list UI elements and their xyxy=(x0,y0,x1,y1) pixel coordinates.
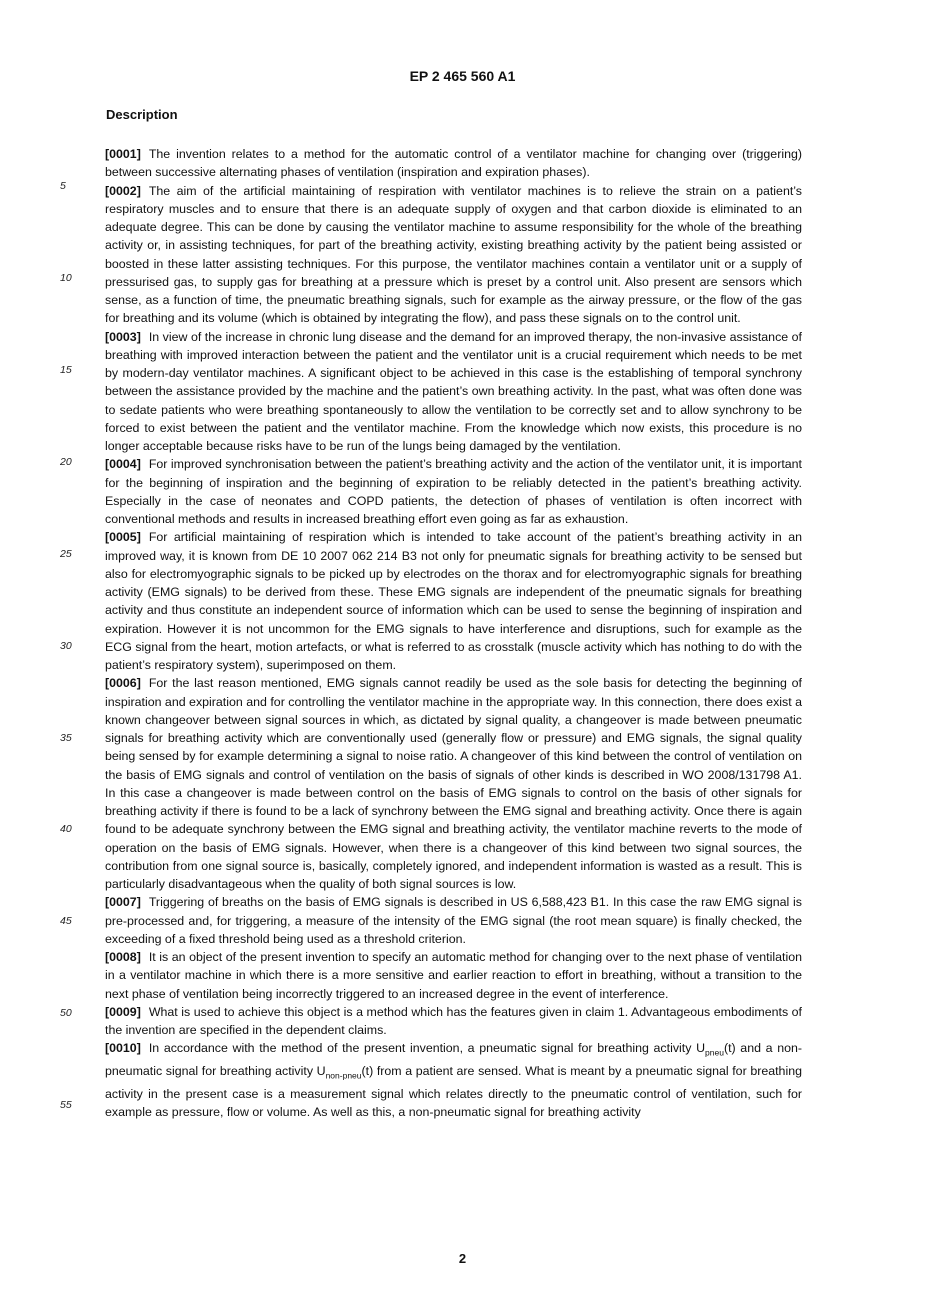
line-number: 50 xyxy=(60,1007,72,1019)
subscript-non-pneu: non-pneu xyxy=(325,1070,362,1081)
line-number: 35 xyxy=(60,732,72,744)
paragraph-text: In view of the increase in chronic lung disease and the demand for an improved therapy, the non-invasive assistance of breathing with improved interaction between the patient and the ventilator unit is a crucial requirement which needs to be met by modern-day ventilator machines. A significant object to be achieved in this case is the establishing of temporal synchrony between the assistance provided by the machine and the patient’s own breathing activity. In the past, what was often done was to sedate patients who were breathing spontaneously to allow the ventilation to be correctly set and to allow synchrony to be forced to exist between the patient and the ventilator machine. From the knowledge which now exists, this procedure is no longer acceptable because risks have to be run of the lungs being damaged by the ventilation. xyxy=(105,329,802,453)
paragraph-0003 xyxy=(105,328,802,456)
paragraph-text: In accordance with the method of the present invention, a pneumatic signal for breathing activity U xyxy=(148,1041,706,1056)
document-number: EP 2 465 560 A1 xyxy=(409,68,516,84)
paragraph-0002 xyxy=(105,182,802,328)
paragraph-number: [0010] xyxy=(105,1041,141,1056)
paragraph-text: For improved synchronisation between the patient’s breathing activity and the action of the ventilator unit, it is important for the beginning of inspiration and the beginning of expiration to be reliably detected in the patient’s breathing activity. Especially in the case of neonates and COPD patients, the detection of phases of ventilation is often incorrect with conventional methods and results in increased breathing effort even going as far as exhaustion. xyxy=(105,457,802,526)
paragraph-number: [0005] xyxy=(105,530,141,545)
paragraph-text: What is used to achieve this object is a method which has the features given in claim 1. Advantageous embodiments of the invention are specified in the dependent claims. xyxy=(105,1004,802,1037)
page-number: 2 xyxy=(458,1251,467,1266)
line-number: 20 xyxy=(60,456,72,468)
line-number: 15 xyxy=(60,364,72,376)
paragraph-0006 xyxy=(105,674,802,893)
paragraph-text: For the last reason mentioned, EMG signals cannot readily be used as the sole basis for detecting the beginning of inspiration and expiration and for controlling the ventilator machine in the appropriate way. In this connection, there does exist a known changeover between signal sources in which, as dictated by signal quality, a changeover is made between pneumatic signals for breathing activity which are conventionally used (generally flow or pressure) and EMG signals, the signal quality being sensed by for example determining a signal to noise ratio. A changeover of this kind between the control of ventilation on the basis of EMG signals and control of ventilation on the basis of signals of other kinds is described in WO 2008/131798 A1. In this case a changeover is made between control on the basis of EMG signals to control on the basis of other signals for breathing activity if there is found to be a lack of synchrony between the EMG signal and breathing activity. Once there is again found to be adequate synchrony between the EMG signal and breathing activity, the ventilator machine reverts to the mode of operation on the basis of EMG signals. However, when there is a changeover of this kind between two signal sources, the contribution from one signal source is, basically, completely ignored, and independent information is wasted as a result. This is particularly disadvantageous when the quality of both signal sources is low. xyxy=(105,676,802,891)
line-number: 5 xyxy=(60,180,66,192)
paragraph-0009 xyxy=(105,1003,802,1040)
paragraph-0004 xyxy=(105,455,802,528)
paragraph-number: [0004] xyxy=(105,457,141,472)
paragraph-text: For artificial maintaining of respiration which is intended to take account of the patient’s breathing activity in an improved way, it is known from DE 10 2007 062 214 B3 not only for pneumatic signals for breathing activity to be sensed but also for electromyographic signals to be picked up by electrodes on the thorax and for electromyographic signals for breathing activity (EMG signals) to be derived from these. These EMG signals are independent of the pneumatic signals for breathing activity and thus constitute an independent source of information which can be used to sense the beginning of inspiration and expiration. However it is not uncommon for the EMG signals to have interference and disruptions, such for example as the ECG signal from the heart, motion artefacts, or what is referred to as crosstalk (muscle activity which has nothing to do with the patient’s respiratory system), superimposed on them. xyxy=(105,530,802,672)
paragraph-text: (t) from a patient are sensed. What is meant by a pneumatic signal for breathing activity in the present case is a measurement signal which relates directly to the pneumatic control of ventilation, such for example as pressure, flow or volume. As well as this, a non-pneumatic signal for breathing activity xyxy=(105,1063,802,1119)
paragraph-text: It is an object of the present invention to specify an automatic method for changing over to the next phase of ventilation in a ventilator machine in which there is a more sensitive and earlier reaction to effort in breathing, without a transition to the next phase of ventilation being incorrectly triggered to an increased degree in the event of interference. xyxy=(105,950,802,1001)
paragraph-0005 xyxy=(105,528,802,674)
line-number: 45 xyxy=(60,915,72,927)
paragraph-0010 xyxy=(105,1039,802,1121)
paragraph-0001 xyxy=(105,145,802,182)
line-number: 55 xyxy=(60,1099,72,1111)
paragraph-0007 xyxy=(105,893,802,948)
description-body xyxy=(105,145,802,1121)
paragraph-text: (t) and a non-pneumatic signal for breathing activity U xyxy=(105,1041,802,1078)
paragraph-text: The invention relates to a method for the automatic control of a ventilator machine for changing over (triggering) between successive alternating phases of ventilation (inspiration and expiration phases). xyxy=(105,147,802,180)
paragraph-number: [0001] xyxy=(105,147,141,161)
paragraph-number: [0008] xyxy=(105,950,141,964)
line-number: 25 xyxy=(60,548,72,560)
paragraph-number: [0006] xyxy=(105,676,141,691)
paragraph-number: [0002] xyxy=(105,183,141,198)
subscript-pneu: pneu xyxy=(705,1047,724,1058)
line-number: 30 xyxy=(60,640,72,652)
paragraph-number: [0003] xyxy=(105,329,141,344)
line-number: 10 xyxy=(60,272,72,284)
paragraph-0008 xyxy=(105,948,802,1003)
line-number: 40 xyxy=(60,823,72,835)
section-title: Description xyxy=(106,107,178,122)
paragraph-number: [0009] xyxy=(105,1004,141,1019)
paragraph-number: [0007] xyxy=(105,895,141,910)
paragraph-text: Triggering of breaths on the basis of EMG signals is described in US 6,588,423 B1. In this case the raw EMG signal is pre-processed and, for triggering, a measure of the intensity of the EMG signal (the root mean square) is finally checked, the exceeding of a fixed threshold being used as a threshold criterion. xyxy=(105,895,802,946)
paragraph-text: The aim of the artificial maintaining of respiration with ventilator machines is to relieve the strain on a patient’s respiratory muscles and to ensure that there is an adequate supply of oxygen and that carbon dioxide is eliminated to an adequate degree. This can be done by causing the ventilator machine to assume responsibility for the whole of the breathing activity or, in assisting techniques, for part of the breathing activity, existing breathing activity by the patient being assisted or boosted in these latter assisting techniques. For this purpose, the ventilator machines contain a ventilator unit or a supply of pressurised gas, to supply gas for breathing at a pressure which is preset by a control unit. Also present are sensors which sense, as a function of time, the pneumatic breathing signals, such for example as the airway pressure, or the flow of the gas for breathing and its volume (which is obtained by integrating the flow), and pass these signals on to the control unit. xyxy=(105,183,802,326)
